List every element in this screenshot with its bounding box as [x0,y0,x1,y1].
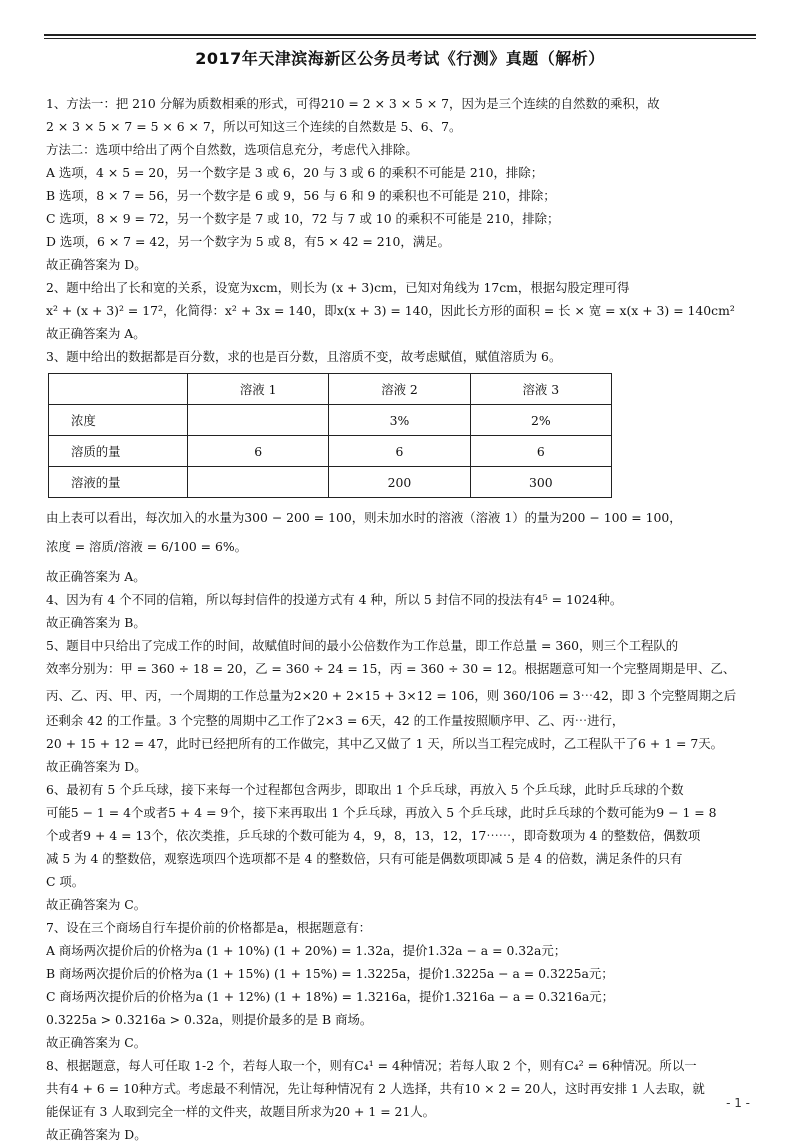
text-line: 共有4 + 6 = 10种方式。考虑最不利情况，先让每种情况有 2 人选择，共有10 × 2 = 20人，这时再安排 1 人去取，就 [46,1081,705,1096]
header-rule-thick [44,34,756,36]
table-cell: 溶液的量 [49,467,188,498]
document-title: 2017年天津滨海新区公务员考试《行测》真题（解析） [195,49,605,68]
text-line: 8、根据题意，每人可任取 1-2 个，若每人取一个，则有C₄¹ = 4种情况；若每人取 2 个，则有C₄² = 6种情况。所以一 [46,1058,697,1073]
text-line: 20 + 15 + 12 = 47，此时已经把所有的工作做完，其中乙又做了 1 天，所以当工程完成时，乙工程队干了6 + 1 = 7天。 [46,736,724,751]
text-line: 故正确答案为 C。 [46,1035,147,1050]
text-line: 2、题中给出了长和宽的关系，设宽为xcm，则长为 (x + 3)cm，已知对角线为 17cm，根据勾股定理可得 [46,280,630,295]
text-line: D 选项，6 × 7 = 42，另一个数字为 5 或 8，有5 × 42 = 210，满足。 [46,234,450,249]
text-line: x² + (x + 3)² = 17²，化简得：x² + 3x = 140，即x(x + 3) = 140，因此长方形的面积 = 长 × 宽 = x(x + 3) = 140cm² [46,303,735,318]
text-line: 2 × 3 × 5 × 7 = 5 × 6 × 7，所以可知这三个连续的自然数是 5、6、7。 [46,119,462,134]
table-header-cell [49,374,188,405]
text-line: A 商场两次提价后的价格为a (1 + 10%) (1 + 20%) = 1.32a，提价1.32a − a = 0.32a元； [46,943,567,958]
text-line: C 商场两次提价后的价格为a (1 + 12%) (1 + 18%) = 1.3216a，提价1.3216a − a = 0.3216a元； [46,989,615,1004]
table-cell [188,467,329,498]
text-line: 6、最初有 5 个乒乓球，接下来每一个过程都包含两步，即取出 1 个乒乓球，再放入 5 个乒乓球，此时乒乓球的个数 [46,782,684,797]
text-line: 4、因为有 4 个不同的信箱，所以每封信件的投递方式有 4 种，所以 5 封信不同的投法有4⁵ = 1024种。 [46,592,623,607]
text-line: 7、设在三个商场自行车提价前的价格都是a，根据题意有： [46,920,372,935]
text-line: 故正确答案为 B。 [46,615,146,630]
text-line: 丙、乙、丙、甲、丙，一个周期的工作总量为2×20 + 2×15 + 3×12 = 106，则 360/106 = 3⋯42，即 3 个完整周期之后 [46,688,737,703]
table-cell [188,405,329,436]
table-cell: 2% [470,405,611,436]
text-line: 由上表可以看出，每次加入的水量为300 − 200 = 100，则未加水时的溶液（溶液 1）的量为200 − 100 = 100， [46,510,682,525]
table-cell: 200 [329,467,470,498]
text-line: C 选项，8 × 9 = 72，另一个数字是 7 或 10，72 与 7 或 10 的乘积不可能是 210，排除； [46,211,560,226]
table-cell: 3% [329,405,470,436]
text-line: 故正确答案为 A。 [46,569,146,584]
text-line: 故正确答案为 D。 [46,1127,147,1142]
solutions-part-1 [46,92,758,368]
text-line: 效率分别为：甲 = 360 ÷ 18 = 20，乙 = 360 ÷ 24 = 15，丙 = 360 ÷ 30 = 12。根据题意可知一个完整周期是甲、乙、 [46,661,736,676]
solution-table [48,373,612,498]
text-line: 浓度 = 溶质/溶液 = 6/100 = 6%。 [46,539,248,554]
table-cell: 溶质的量 [49,436,188,467]
header-rule-thin [44,38,756,39]
text-line: 故正确答案为 A。 [46,326,146,341]
text-line: 5、题目中只给出了完成工作的时间，故赋值时间的最小公倍数作为工作总量，即工作总量 = 360，则三个工程队的 [46,638,679,653]
document-body [46,92,758,1146]
table-header-cell: 溶液 1 [188,374,329,405]
text-line: 故正确答案为 C。 [46,897,147,912]
text-line: 故正确答案为 D。 [46,257,147,272]
table-row [49,436,612,467]
text-line: 个或者9 + 4 = 13个，依次类推，乒乓球的个数可能为 4，9，8，13，12，17⋯⋯，即奇数项为 4 的整数倍，偶数项 [46,828,701,843]
table-cell: 6 [329,436,470,467]
table-header-row [49,374,612,405]
table-header-cell: 溶液 3 [470,374,611,405]
table-cell: 6 [188,436,329,467]
text-line: 能保证有 3 人取到完全一样的文件夹，故题目所求为20 + 1 = 21人。 [46,1104,436,1119]
text-line: C 项。 [46,874,85,889]
table-header-cell: 溶液 2 [329,374,470,405]
page-number: - 1 - [726,1096,750,1110]
table-cell: 6 [470,436,611,467]
solutions-part-2 [46,506,758,1146]
text-line: A 选项，4 × 5 = 20，另一个数字是 3 或 6，20 与 3 或 6 的乘积不可能是 210，排除； [46,165,544,180]
table-row [49,467,612,498]
text-line: 还剩余 42 的工作量。3 个完整的周期中乙工作了2×3 = 6天，42 的工作量按照顺序甲、乙、丙⋯进行， [46,713,625,728]
text-line: 3、题中给出的数据都是百分数，求的也是百分数，且溶质不变，故考虑赋值，赋值溶质为 6。 [46,349,562,364]
table-cell: 300 [470,467,611,498]
text-line: 故正确答案为 D。 [46,759,147,774]
text-line: 1、方法一：把 210 分解为质数相乘的形式，可得210 = 2 × 3 × 5 × 7，因为是三个连续的自然数的乘积，故 [46,96,660,111]
text-line: B 选项，8 × 7 = 56，另一个数字是 6 或 9，56 与 6 和 9 的乘积也不可能是 210，排除； [46,188,556,203]
table-row [49,405,612,436]
text-line: 可能5 − 1 = 4个或者5 + 4 = 9个，接下来再取出 1 个乒乓球，再放入 5 个乒乓球，此时乒乓球的个数可能为9 − 1 = 8 [46,805,717,820]
text-line: 方法二：选项中给出了两个自然数，选项信息充分，考虑代入排除。 [46,142,418,157]
text-line: 减 5 为 4 的整数倍，观察选项四个选项都不是 4 的整数倍，只有可能是偶数项即减 5 是 4 的倍数，满足条件的只有 [46,851,683,866]
text-line: 0.3225a > 0.3216a > 0.32a，则提价最多的是 B 商场。 [46,1012,373,1027]
table-cell: 浓度 [49,405,188,436]
text-line: B 商场两次提价后的价格为a (1 + 15%) (1 + 15%) = 1.3225a，提价1.3225a − a = 0.3225a元； [46,966,614,981]
